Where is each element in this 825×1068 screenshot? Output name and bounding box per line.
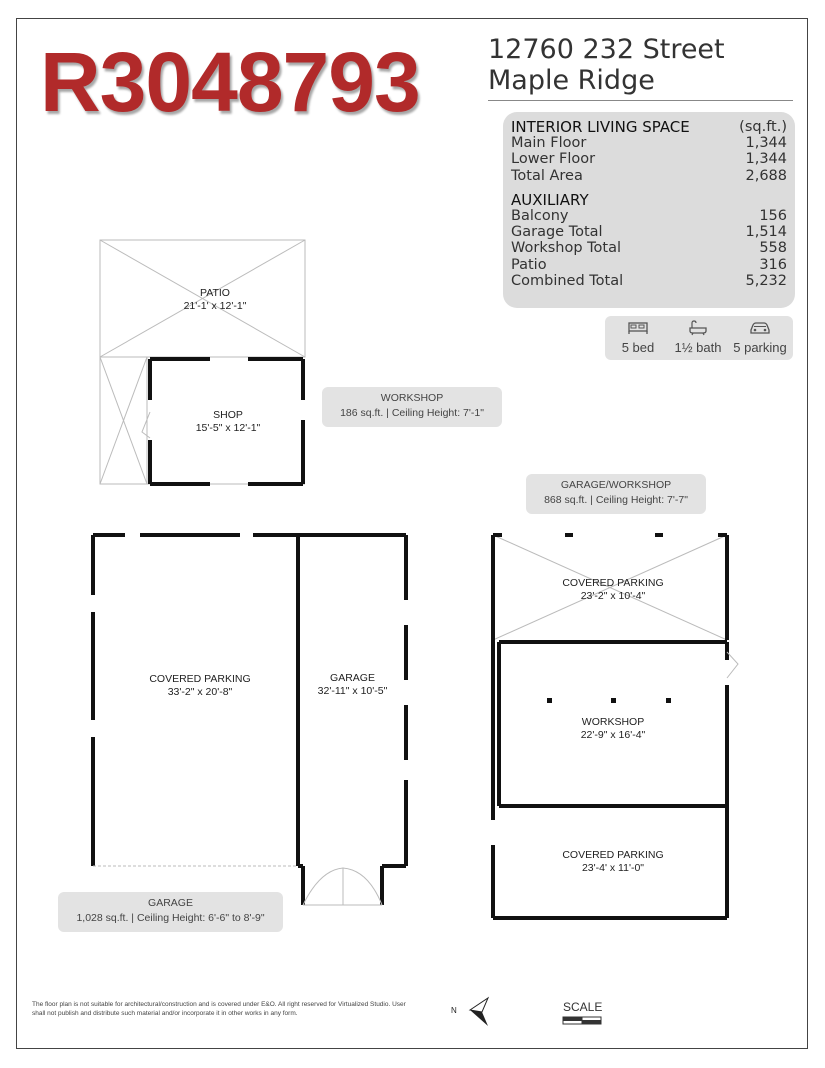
building-title: GARAGE [148, 897, 193, 909]
room-dimensions: 23'-4' x 11'-0" [581, 862, 645, 874]
area-label: Balcony [511, 208, 569, 225]
auxiliary-heading: AUXILIARY [511, 190, 589, 209]
building-details: 1,028 sq.ft. | Ceiling Height: 6'-6" to 8'-9" [76, 912, 265, 924]
room-dimensions: 22'-9" x 16'-4" [580, 729, 646, 741]
workshop-posts [547, 698, 671, 703]
area-value: 316 [759, 256, 787, 273]
room-dimensions: 21'-1' x 12'-1" [183, 300, 247, 312]
room-name: COVERED PARKING [562, 577, 664, 589]
room-name: PATIO [200, 287, 230, 299]
building-details: 868 sq.ft. | Ceiling Height: 7'-7" [544, 494, 688, 506]
room-label-covered-parking-left [125, 673, 275, 699]
north-arrow-icon [470, 998, 488, 1026]
scale-label: SCALE [563, 1000, 603, 1014]
room-label-shop [168, 409, 288, 435]
area-value: 5,232 [745, 272, 787, 289]
address-line-2: Maple Ridge [488, 65, 655, 96]
shop-door [142, 412, 150, 438]
area-value: 1,514 [745, 224, 787, 241]
room-name: COVERED PARKING [149, 673, 251, 685]
area-label: Patio [511, 256, 547, 273]
room-dimensions: 33'-2" x 20'-8" [167, 686, 233, 698]
area-label: Total Area [511, 167, 583, 184]
room-dimensions: 23'-2" x 10'-4" [580, 590, 646, 602]
area-label: Main Floor [511, 135, 587, 152]
building-title: GARAGE/WORKSHOP [560, 479, 672, 491]
listing-number: R3048793 [40, 35, 420, 129]
scale-bar-icon [563, 1017, 601, 1024]
garage-doors [93, 866, 382, 905]
building-title: WORKSHOP [380, 392, 444, 404]
building-details: 186 sq.ft. | Ceiling Height: 7'-1" [340, 407, 484, 419]
area-value: 156 [759, 208, 787, 225]
area-value: 2,688 [745, 167, 787, 184]
garage-building-walls [93, 535, 406, 905]
unit-label: (sq.ft.) [739, 119, 787, 135]
parking-count: 5 parking [733, 340, 787, 355]
room-name: GARAGE [330, 672, 375, 684]
bath-count: 1½ bath [674, 340, 722, 355]
room-label-covered-parking-bottom [538, 849, 688, 875]
room-dimensions: 32'-11" x 10'-5" [317, 685, 388, 697]
room-name: WORKSHOP [581, 716, 645, 728]
disclaimer-text: The floor plan is not suitable for architectural/construction and is covered under E&O. All right reserved for Virtualized Studio. User shall not publish and distribute such material and/or incorporate it in other works in any form. [32, 1001, 406, 1017]
area-label: Lower Floor [511, 151, 596, 168]
patio-outline [100, 240, 305, 484]
address-line-1: 12760 232 Street [488, 34, 725, 65]
compass-letter: N [451, 1006, 457, 1015]
area-label: Garage Total [511, 224, 603, 241]
area-value: 558 [759, 240, 787, 257]
area-value: 1,344 [745, 151, 787, 168]
area-label: Workshop Total [511, 240, 622, 257]
bed-count: 5 bed [621, 340, 655, 355]
room-label-patio [150, 287, 280, 313]
area-label: Combined Total [511, 272, 624, 289]
room-name: COVERED PARKING [562, 849, 664, 861]
room-label-garage [305, 672, 400, 698]
room-dimensions: 15'-5" x 12'-1" [195, 422, 261, 434]
room-name: SHOP [213, 409, 243, 421]
room-label-workshop [553, 716, 673, 742]
interior-heading: INTERIOR LIVING SPACE [511, 118, 690, 136]
area-value: 1,344 [745, 135, 787, 152]
room-label-covered-parking-top [538, 577, 688, 603]
